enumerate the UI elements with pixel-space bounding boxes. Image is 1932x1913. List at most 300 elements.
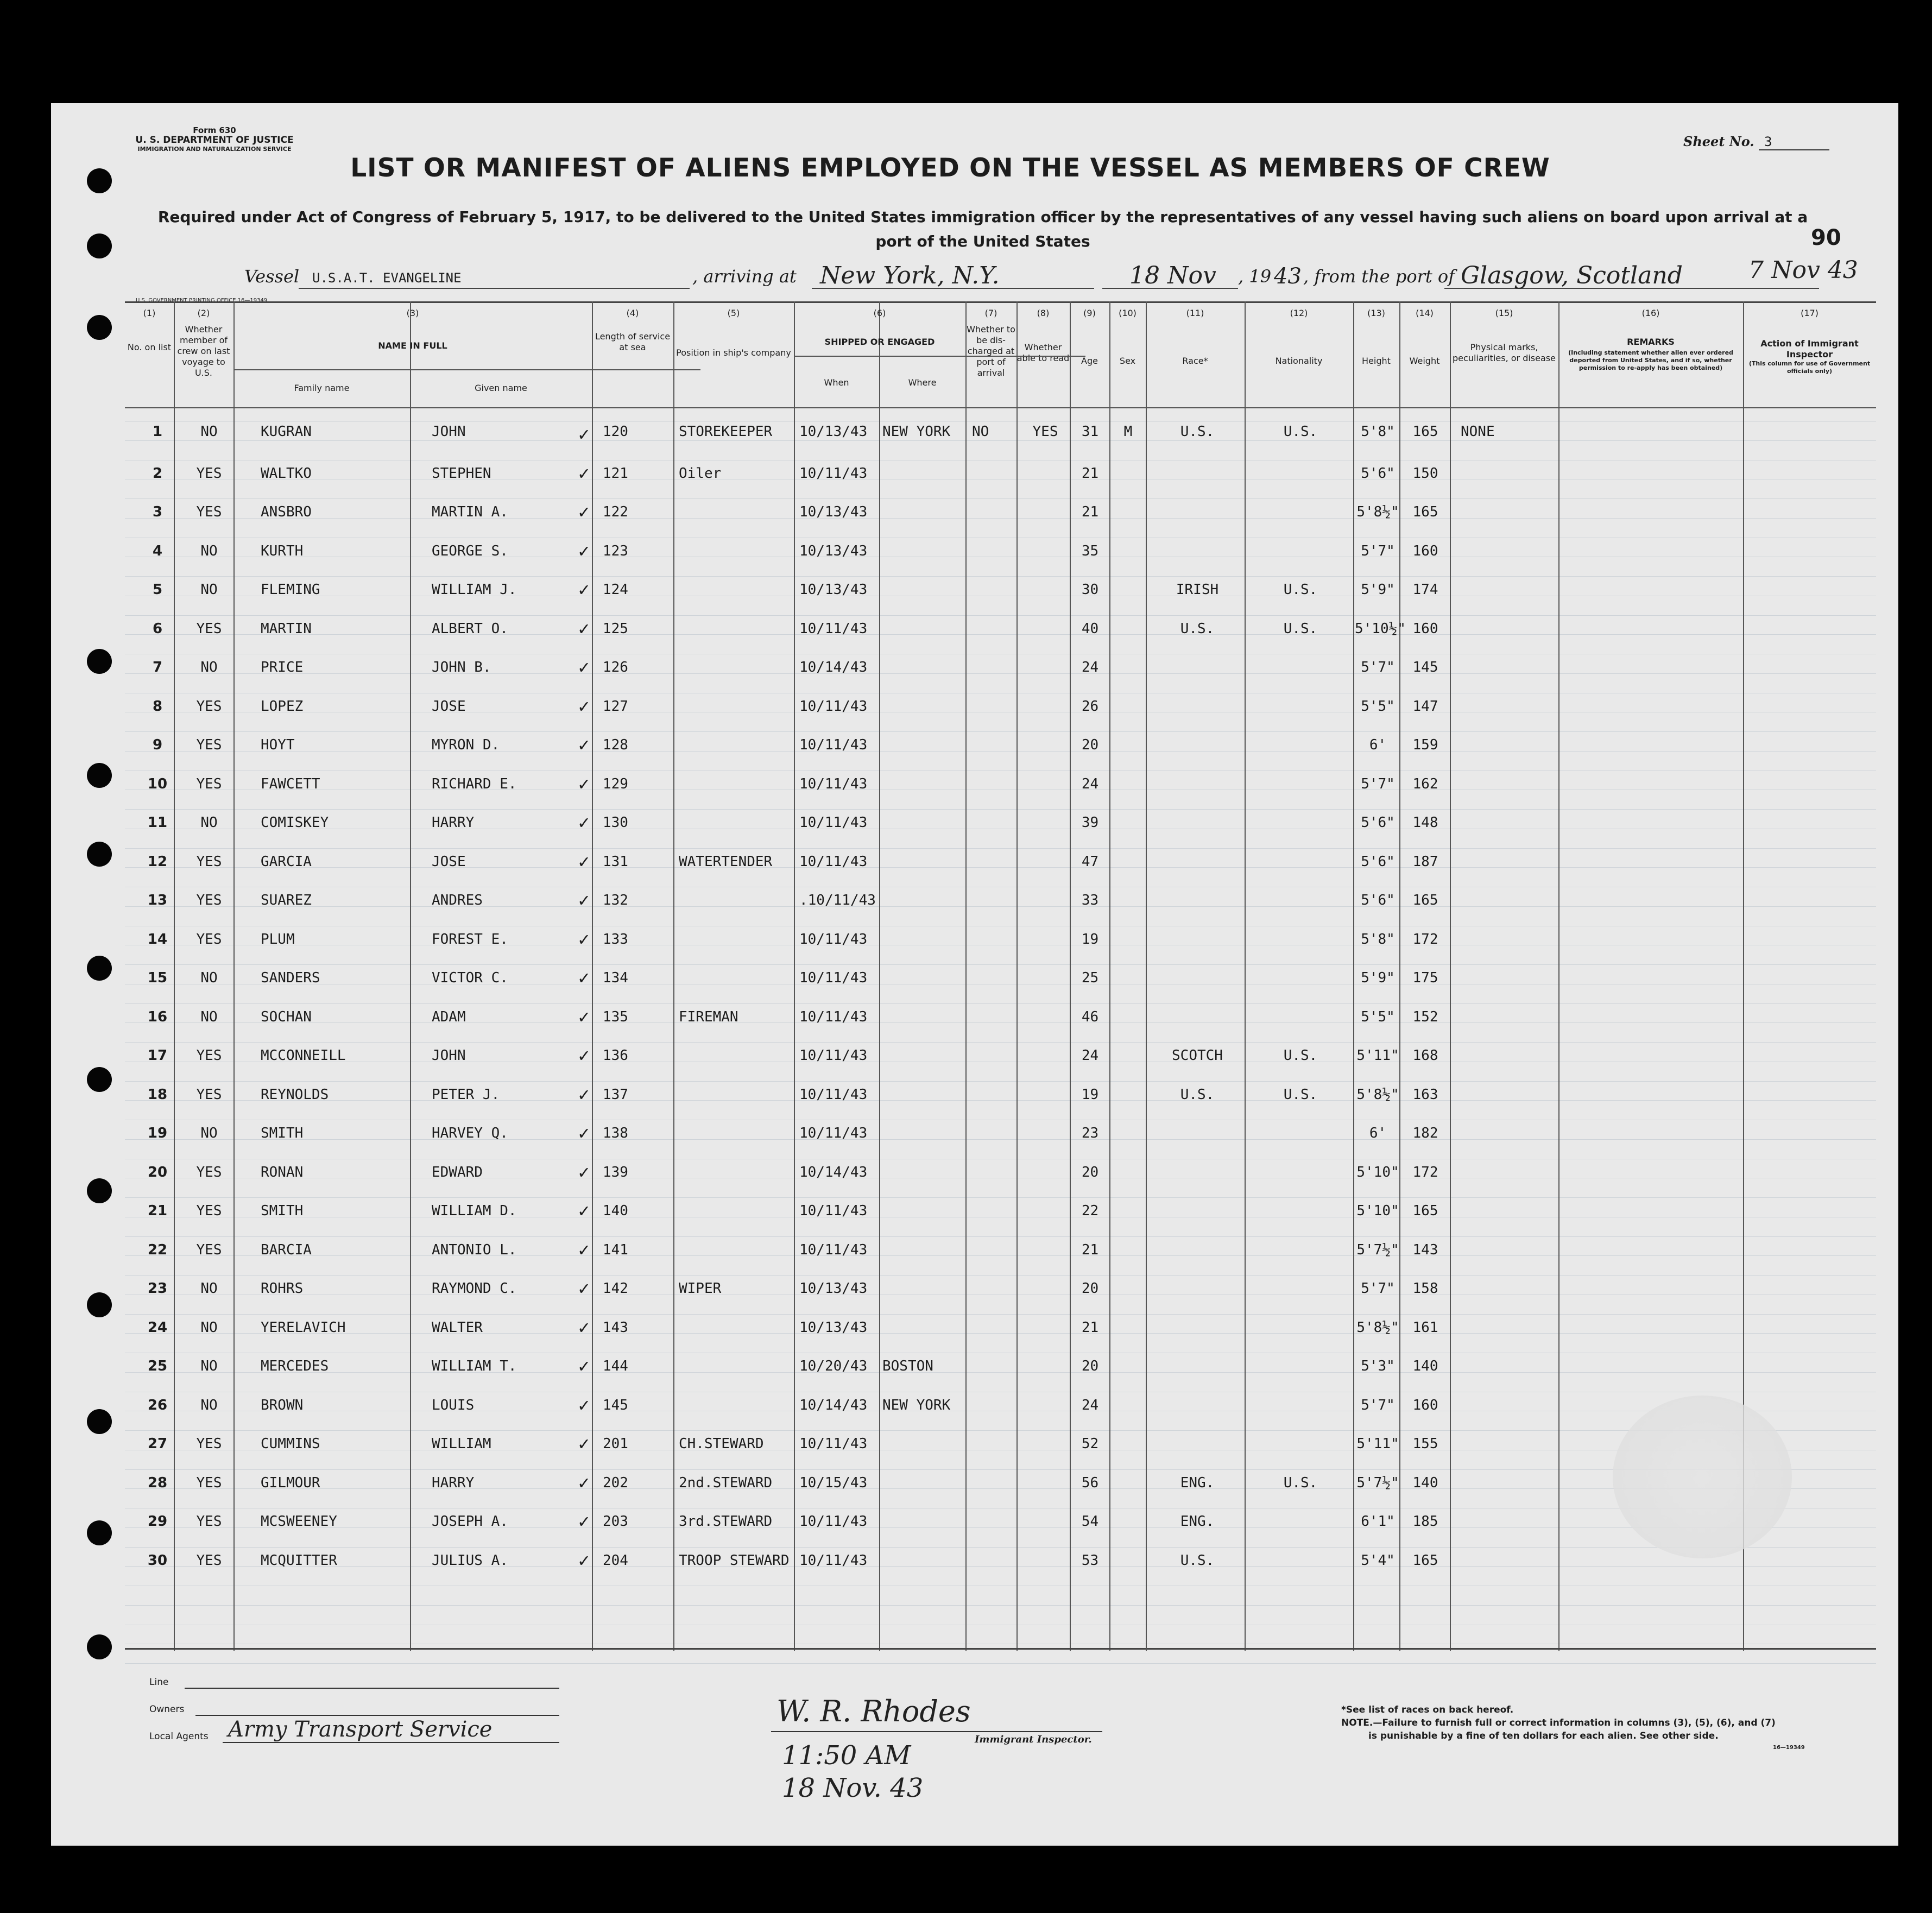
cell-nat: U.S. xyxy=(1283,582,1318,598)
cell-age: 47 xyxy=(1081,853,1099,870)
cell-given: HARRY xyxy=(432,815,475,831)
column-number: (16) xyxy=(1641,308,1660,318)
cell-no: 25 xyxy=(147,1358,168,1374)
cell-when: 10/11/43 xyxy=(799,1086,868,1103)
cell-no: 19 xyxy=(147,1125,168,1141)
cell-prev: NO xyxy=(200,542,218,559)
cell-when: 10/13/43 xyxy=(799,582,868,598)
check-mark: ✓ xyxy=(578,579,590,601)
check-mark: ✓ xyxy=(578,1316,590,1339)
from-label: , from the port of xyxy=(1303,266,1455,287)
cell-height: 5'6" xyxy=(1361,853,1395,870)
cell-disch: NO xyxy=(972,424,989,440)
subtitle-line-1: Required under Act of Congress of February 5, 1917, to be delivered to the United States immigration officer by the representatives of any vessel having such aliens on board upon arrival at a xyxy=(157,208,1808,226)
cell-service: 130 xyxy=(603,815,628,831)
cell-race: U.S. xyxy=(1180,424,1215,440)
column-number: (2) xyxy=(197,308,210,318)
cell-where: NEW YORK xyxy=(882,424,951,440)
owners-label: Owners xyxy=(149,1704,185,1715)
cell-weight: 172 xyxy=(1412,931,1438,948)
cell-given: WILLIAM D. xyxy=(432,1203,517,1219)
header-c17sub: (This column for use of Government officials only) xyxy=(1748,360,1871,375)
cell-when: 10/11/43 xyxy=(799,1047,868,1064)
cell-weight: 185 xyxy=(1412,1513,1438,1530)
cell-no: 23 xyxy=(147,1280,168,1297)
cell-service: 143 xyxy=(603,1319,628,1336)
cell-family: BROWN xyxy=(261,1397,304,1413)
cell-weight: 175 xyxy=(1412,970,1438,986)
cell-marks: NONE xyxy=(1461,424,1495,440)
cell-no: 7 xyxy=(152,659,163,675)
check-mark: ✓ xyxy=(578,1511,590,1532)
cell-service: 135 xyxy=(603,1008,628,1025)
cell-family: MCCONNEILL xyxy=(261,1047,346,1064)
cell-service: 127 xyxy=(603,698,628,715)
binder-hole xyxy=(87,1634,112,1659)
cell-weight: 160 xyxy=(1412,1397,1438,1413)
cell-age: 40 xyxy=(1081,620,1099,637)
cell-prev: NO xyxy=(200,815,218,831)
agents-label: Local Agents xyxy=(149,1731,209,1742)
column-number: (4) xyxy=(626,308,639,318)
check-mark: ✓ xyxy=(578,1122,590,1144)
cell-read: YES xyxy=(1032,424,1058,440)
cell-prev: NO xyxy=(200,582,218,598)
cell-prev: YES xyxy=(196,737,222,753)
cell-weight: 152 xyxy=(1412,1008,1438,1025)
cell-given: WILLIAM xyxy=(432,1436,491,1452)
cell-family: GILMOUR xyxy=(261,1474,320,1491)
cell-height: 5'8" xyxy=(1361,424,1395,440)
cell-height: 5'8½" xyxy=(1356,504,1399,520)
page-title: LIST OR MANIFEST OF ALIENS EMPLOYED ON THE VESSEL AS MEMBERS OF CREW xyxy=(350,153,1550,183)
department: U. S. DEPARTMENT OF JUSTICE xyxy=(135,135,294,146)
cell-no: 26 xyxy=(147,1397,168,1413)
cell-height: 5'11" xyxy=(1356,1047,1399,1064)
cell-service: 128 xyxy=(603,737,628,753)
cell-when: 10/13/43 xyxy=(799,504,868,520)
check-mark: ✓ xyxy=(578,617,590,640)
cell-family: BARCIA xyxy=(261,1241,312,1258)
binder-hole xyxy=(87,315,112,340)
cell-no: 18 xyxy=(147,1086,168,1103)
cell-service: 133 xyxy=(603,931,628,948)
cell-prev: YES xyxy=(196,465,222,482)
header-c15: Physical marks, peculiarities, or disease xyxy=(1453,342,1556,363)
cell-race: SCOTCH xyxy=(1172,1047,1223,1064)
cell-race: U.S. xyxy=(1180,1086,1215,1103)
check-mark: ✓ xyxy=(578,734,590,756)
binder-hole xyxy=(87,1067,112,1092)
cell-height: 5'3" xyxy=(1361,1358,1395,1374)
cell-given: JOHN B. xyxy=(432,659,491,675)
cell-race: IRISH xyxy=(1176,582,1219,598)
page-number: 90 xyxy=(1811,225,1841,250)
binder-hole xyxy=(87,649,112,674)
cell-prev: YES xyxy=(196,853,222,870)
cell-no: 6 xyxy=(152,620,163,637)
voyage-line xyxy=(109,262,1738,299)
cell-where: NEW YORK xyxy=(882,1397,951,1413)
binder-hole xyxy=(87,1178,112,1203)
binder-hole xyxy=(87,956,112,981)
check-mark: ✓ xyxy=(578,540,590,562)
cell-given: ANDRES xyxy=(432,892,483,908)
cell-height: 5'7" xyxy=(1361,542,1395,559)
inspector-signature: W. R. Rhodes xyxy=(776,1694,971,1728)
cell-position: STOREKEEPER xyxy=(679,424,773,440)
cell-given: JOSE xyxy=(432,698,466,715)
vessel-name: U.S.A.T. EVANGELINE xyxy=(312,270,462,286)
cell-no: 9 xyxy=(152,737,163,753)
cell-age: 21 xyxy=(1081,1319,1099,1336)
cell-no: 16 xyxy=(147,1008,168,1025)
cell-no: 12 xyxy=(147,853,168,870)
cell-given: GEORGE S. xyxy=(432,542,508,559)
cell-height: 5'4" xyxy=(1361,1552,1395,1569)
cell-height: 5'7" xyxy=(1361,1280,1395,1297)
header-c2: Whether member of crew on last voyage to U.S. xyxy=(177,324,230,378)
cell-when: 10/11/43 xyxy=(799,620,868,637)
cell-no: 30 xyxy=(147,1552,168,1569)
header-c4: Length of service at sea xyxy=(595,331,671,352)
binder-hole xyxy=(87,233,112,258)
cell-when: 10/11/43 xyxy=(799,815,868,831)
cell-height: 6' xyxy=(1369,737,1387,753)
header-c12: Nationality xyxy=(1275,356,1323,366)
check-mark: ✓ xyxy=(578,1200,590,1222)
cell-given: JOHN xyxy=(432,424,466,440)
cell-age: 35 xyxy=(1081,542,1099,559)
cell-height: 5'6" xyxy=(1361,815,1395,831)
cell-given: VICTOR C. xyxy=(432,970,508,986)
column-number: (13) xyxy=(1367,308,1385,318)
check-mark: ✓ xyxy=(578,656,590,678)
cell-service: 203 xyxy=(603,1513,628,1530)
check-mark: ✓ xyxy=(578,1394,590,1416)
header-c14: Weight xyxy=(1409,356,1440,366)
check-mark: ✓ xyxy=(578,1239,590,1261)
departure-port: Glasgow, Scotland xyxy=(1461,262,1683,289)
cell-given: RICHARD E. xyxy=(432,775,517,792)
cell-family: LOPEZ xyxy=(261,698,304,715)
cell-family: FAWCETT xyxy=(261,775,320,792)
cell-family: KURTH xyxy=(261,542,304,559)
cell-prev: YES xyxy=(196,892,222,908)
cell-age: 20 xyxy=(1081,1280,1099,1297)
cell-no: 11 xyxy=(147,815,168,831)
cell-weight: 148 xyxy=(1412,815,1438,831)
cell-weight: 187 xyxy=(1412,853,1438,870)
cell-when: 10/13/43 xyxy=(799,424,868,440)
cell-prev: NO xyxy=(200,1280,218,1297)
cell-given: JULIUS A. xyxy=(432,1552,508,1569)
cell-prev: YES xyxy=(196,1203,222,1219)
cell-service: 137 xyxy=(603,1086,628,1103)
check-mark: ✓ xyxy=(578,462,590,484)
line-label: Line xyxy=(149,1677,169,1688)
cell-age: 19 xyxy=(1081,931,1099,948)
cell-when: 10/11/43 xyxy=(799,698,868,715)
cell-service: 204 xyxy=(603,1552,628,1569)
column-number: (14) xyxy=(1416,308,1434,318)
cell-family: REYNOLDS xyxy=(261,1086,329,1103)
cell-given: HARVEY Q. xyxy=(432,1125,508,1141)
cell-nat: U.S. xyxy=(1283,620,1318,637)
cell-service: 126 xyxy=(603,659,628,675)
check-mark: ✓ xyxy=(578,1355,590,1377)
cell-when: 10/20/43 xyxy=(799,1358,868,1374)
cell-age: 21 xyxy=(1081,504,1099,520)
cell-family: GARCIA xyxy=(261,853,312,870)
cell-weight: 165 xyxy=(1412,1552,1438,1569)
cell-height: 5'11" xyxy=(1356,1436,1399,1452)
cell-when: 10/11/43 xyxy=(799,1513,868,1530)
cell-when: 10/14/43 xyxy=(799,1164,868,1180)
column-number: (10) xyxy=(1119,308,1137,318)
cell-when: 10/11/43 xyxy=(799,1436,868,1452)
column-number: (9) xyxy=(1083,308,1096,318)
cell-height: 5'5" xyxy=(1361,698,1395,715)
header-c6b: Where xyxy=(908,377,937,388)
cell-when: .10/11/43 xyxy=(799,892,876,908)
cell-weight: 165 xyxy=(1412,1203,1438,1219)
races-note: *See list of races on back hereof. xyxy=(1341,1704,1514,1715)
cell-height: 6' xyxy=(1369,1125,1387,1141)
cell-position: WATERTENDER xyxy=(679,853,773,870)
header-c9: Age xyxy=(1081,356,1098,366)
form-code: 16—19349 xyxy=(1773,1745,1805,1751)
cell-no: 2 xyxy=(152,465,163,482)
cell-age: 21 xyxy=(1081,1241,1099,1258)
cell-prev: NO xyxy=(200,1125,218,1141)
cell-family: HOYT xyxy=(261,737,295,753)
cell-age: 24 xyxy=(1081,659,1099,675)
cell-when: 10/11/43 xyxy=(799,970,868,986)
check-mark: ✓ xyxy=(578,1433,590,1455)
cell-weight: 162 xyxy=(1412,775,1438,792)
cell-family: SMITH xyxy=(261,1203,304,1219)
cell-service: 138 xyxy=(603,1125,628,1141)
cell-age: 24 xyxy=(1081,1047,1099,1064)
column-number: (15) xyxy=(1495,308,1513,318)
header-c3b: Given name xyxy=(475,383,527,393)
cell-when: 10/11/43 xyxy=(799,775,868,792)
header-c7: Whether to be dis-charged at port of arrival xyxy=(967,324,1015,378)
cell-age: 52 xyxy=(1081,1436,1099,1452)
column-number: (17) xyxy=(1801,308,1819,318)
penalty-note-2: is punishable by a fine of ten dollars for each alien. See other side. xyxy=(1368,1731,1719,1741)
header-c5: Position in ship's company xyxy=(676,348,791,358)
subtitle-line-2: port of the United States xyxy=(875,232,1090,250)
signed-time: 11:50 AM xyxy=(782,1740,911,1771)
cell-no: 1 xyxy=(152,424,163,440)
cell-weight: 145 xyxy=(1412,659,1438,675)
cell-no: 20 xyxy=(147,1164,168,1180)
cell-height: 5'8½" xyxy=(1356,1086,1399,1103)
column-number: (12) xyxy=(1290,308,1308,318)
signed-date: 18 Nov. 43 xyxy=(782,1773,924,1803)
cell-weight: 161 xyxy=(1412,1319,1438,1336)
cell-family: MARTIN xyxy=(261,620,312,637)
cell-prev: NO xyxy=(200,1008,218,1025)
arrival-date: 18 Nov xyxy=(1129,262,1216,289)
cell-family: COMISKEY xyxy=(261,815,329,831)
form-identifier xyxy=(109,126,320,153)
binder-hole xyxy=(87,763,112,788)
cell-prev: YES xyxy=(196,1436,222,1452)
cell-no: 27 xyxy=(147,1436,168,1452)
cell-age: 31 xyxy=(1081,424,1099,440)
sheet-value: 3 xyxy=(1759,134,1829,150)
cell-no: 28 xyxy=(147,1474,168,1491)
cell-prev: YES xyxy=(196,1047,222,1064)
cell-when: 10/11/43 xyxy=(799,1125,868,1141)
cell-family: CUMMINS xyxy=(261,1436,320,1452)
header-c1: No. on list xyxy=(127,342,172,352)
cell-when: 10/15/43 xyxy=(799,1474,868,1491)
cell-given: WILLIAM J. xyxy=(432,582,517,598)
cell-race: U.S. xyxy=(1180,1552,1215,1569)
cell-given: JOHN xyxy=(432,1047,466,1064)
cell-position: Oiler xyxy=(679,465,722,482)
header-c6: SHIPPED OR ENGAGED xyxy=(824,337,935,347)
cell-age: 20 xyxy=(1081,737,1099,753)
cell-service: 140 xyxy=(603,1203,628,1219)
cell-height: 5'6" xyxy=(1361,465,1395,482)
cell-weight: 158 xyxy=(1412,1280,1438,1297)
cell-weight: 163 xyxy=(1412,1086,1438,1103)
cell-weight: 155 xyxy=(1412,1436,1438,1452)
cell-given: WALTER xyxy=(432,1319,483,1336)
cell-service: 144 xyxy=(603,1358,628,1374)
cell-service: 139 xyxy=(603,1164,628,1180)
cell-position: 3rd.STEWARD xyxy=(679,1513,773,1530)
cell-prev: YES xyxy=(196,1513,222,1530)
cell-height: 5'10" xyxy=(1356,1164,1399,1180)
cell-race: ENG. xyxy=(1180,1474,1215,1491)
sheet-label: Sheet No. xyxy=(1683,134,1754,149)
check-mark: ✓ xyxy=(578,1045,590,1066)
cell-given: MYRON D. xyxy=(432,737,500,753)
binder-hole xyxy=(87,168,112,193)
cell-no: 5 xyxy=(152,582,163,598)
cell-when: 10/11/43 xyxy=(799,1552,868,1569)
column-number: (5) xyxy=(727,308,740,318)
cell-prev: YES xyxy=(196,775,222,792)
check-mark: ✓ xyxy=(578,501,590,523)
cell-service: 141 xyxy=(603,1241,628,1258)
column-number: (6) xyxy=(873,308,886,318)
cell-prev: YES xyxy=(196,1164,222,1180)
cell-weight: 182 xyxy=(1412,1125,1438,1141)
vessel-label: Vessel xyxy=(244,266,300,287)
cell-height: 5'10" xyxy=(1356,1203,1399,1219)
column-number: (11) xyxy=(1186,308,1204,318)
cell-family: PLUM xyxy=(261,931,295,948)
cell-family: FLEMING xyxy=(261,582,320,598)
cell-height: 5'10½" xyxy=(1355,620,1406,637)
cell-weight: 165 xyxy=(1412,892,1438,908)
cell-height: 5'7" xyxy=(1361,775,1395,792)
cell-age: 30 xyxy=(1081,582,1099,598)
binder-hole xyxy=(87,1409,112,1434)
cell-height: 5'7½" xyxy=(1356,1474,1399,1491)
cell-service: 132 xyxy=(603,892,628,908)
cell-service: 120 xyxy=(603,424,628,440)
cell-no: 29 xyxy=(147,1513,168,1530)
column-number: (8) xyxy=(1037,308,1050,318)
sheet-number xyxy=(1683,134,1829,150)
year-prefix: , 19 xyxy=(1238,266,1272,287)
cell-given: LOUIS xyxy=(432,1397,475,1413)
cell-family: YERELAVICH xyxy=(261,1319,346,1336)
cell-weight: 140 xyxy=(1412,1474,1438,1491)
cell-family: ANSBRO xyxy=(261,504,312,520)
cell-no: 15 xyxy=(147,970,168,986)
arriving-port: New York, N.Y. xyxy=(820,262,1000,289)
cell-family: RONAN xyxy=(261,1164,304,1180)
column-number: (3) xyxy=(406,308,419,318)
check-mark: ✓ xyxy=(578,773,590,795)
cell-when: 10/11/43 xyxy=(799,465,868,482)
cell-service: 134 xyxy=(603,970,628,986)
cell-given: ALBERT O. xyxy=(432,620,508,637)
cell-given: FOREST E. xyxy=(432,931,508,948)
cell-family: PRICE xyxy=(261,659,304,675)
header-c3a: Family name xyxy=(294,383,350,393)
cell-prev: NO xyxy=(200,1319,218,1336)
cell-weight: 165 xyxy=(1412,424,1438,440)
cell-service: 202 xyxy=(603,1474,628,1491)
cell-age: 20 xyxy=(1081,1358,1099,1374)
cell-no: 13 xyxy=(147,892,168,908)
cell-family: MCSWEENEY xyxy=(261,1513,337,1530)
cell-family: ROHRS xyxy=(261,1280,304,1297)
cell-when: 10/11/43 xyxy=(799,1241,868,1258)
cell-service: 121 xyxy=(603,465,628,482)
check-mark: ✓ xyxy=(578,1006,590,1028)
cell-service: 131 xyxy=(603,853,628,870)
cell-no: 10 xyxy=(147,775,168,792)
cell-given: STEPHEN xyxy=(432,465,491,482)
binder-hole xyxy=(87,1292,112,1317)
cell-no: 8 xyxy=(152,698,163,715)
cell-prev: YES xyxy=(196,1474,222,1491)
check-mark: ✓ xyxy=(578,889,590,911)
cell-prev: NO xyxy=(200,659,218,675)
cell-service: 136 xyxy=(603,1047,628,1064)
cell-prev: YES xyxy=(196,1086,222,1103)
cell-position: 2nd.STEWARD xyxy=(679,1474,773,1491)
cell-family: SUAREZ xyxy=(261,892,312,908)
crew-table xyxy=(125,301,1876,1651)
cell-when: 10/11/43 xyxy=(799,1008,868,1025)
cell-position: WIPER xyxy=(679,1280,722,1297)
printing-office: U.S. GOVERNMENT PRINTING OFFICE 16—19349 xyxy=(136,298,268,304)
cell-weight: 150 xyxy=(1412,465,1438,482)
cell-height: 5'8½" xyxy=(1356,1319,1399,1336)
cell-height: 5'7" xyxy=(1361,1397,1395,1413)
cell-service: 142 xyxy=(603,1280,628,1297)
cell-age: 25 xyxy=(1081,970,1099,986)
cell-prev: NO xyxy=(200,970,218,986)
cell-height: 5'7" xyxy=(1361,659,1395,675)
cell-age: 54 xyxy=(1081,1513,1099,1530)
check-mark: ✓ xyxy=(578,967,590,989)
cell-family: KUGRAN xyxy=(261,424,312,440)
header-c16: REMARKS xyxy=(1627,337,1675,347)
